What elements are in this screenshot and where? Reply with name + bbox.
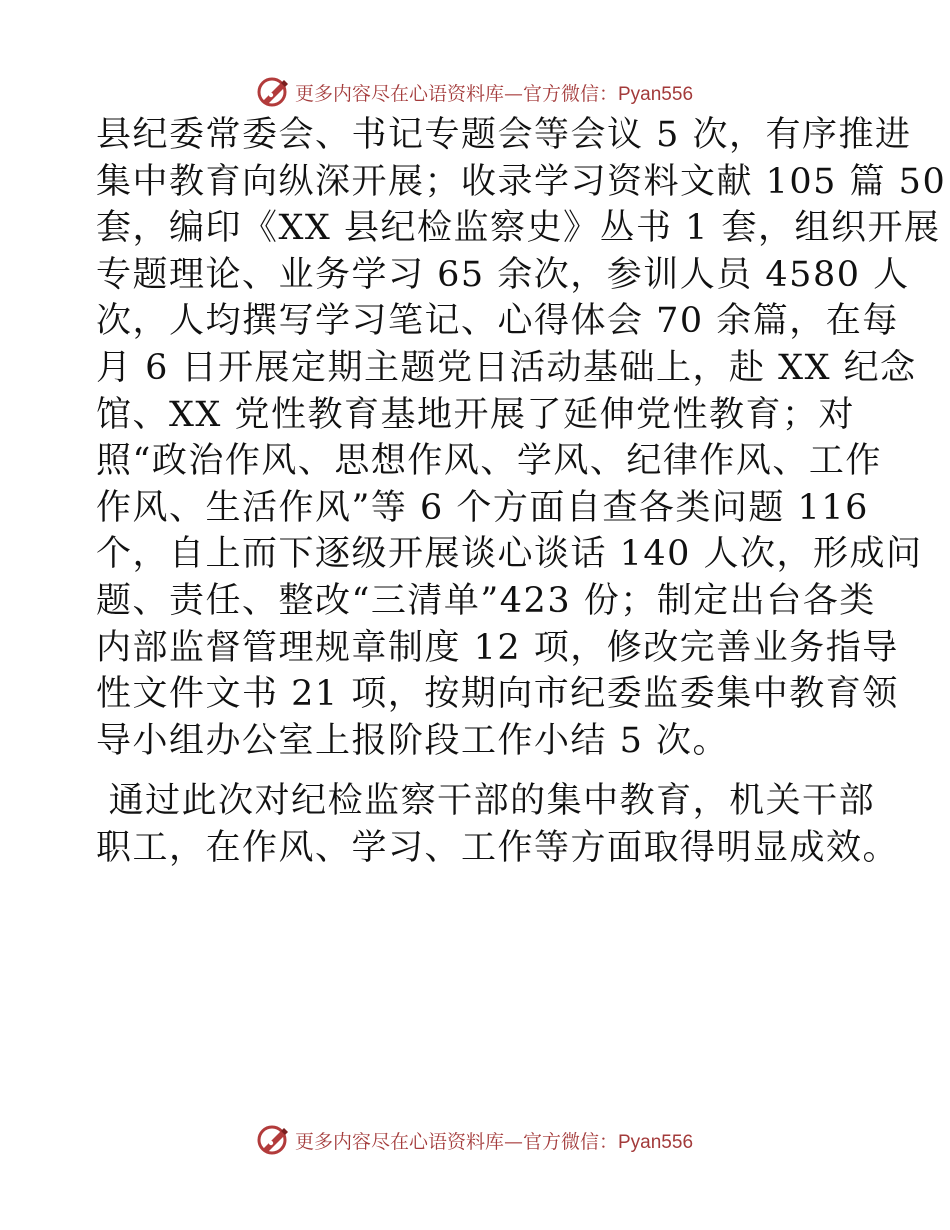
paragraph-line: 作风、生活作风”等 6 个方面自查各类问题 116	[96, 487, 869, 528]
paragraph-2	[96, 778, 900, 871]
footer-banner-text	[295, 1127, 693, 1154]
paragraph-1	[96, 112, 947, 764]
header-banner-separator: —	[503, 82, 523, 105]
footer-banner-main: 更多内容尽在心语资料库	[294, 1130, 504, 1153]
paragraph-line: 县纪委常委会、书记专题会等会议 5 次，有序推进	[96, 115, 912, 155]
paragraph-line: 通过此次对纪检监察干部的集中教育，机关干部	[96, 781, 876, 822]
paragraph-line: 月 6 日开展定期主题党日活动基础上，赴 XX 纪念	[96, 347, 917, 388]
document-body	[96, 112, 947, 872]
footer-banner-separator: —	[503, 1130, 523, 1153]
header-banner-main: 更多内容尽在心语资料库	[294, 82, 504, 105]
paragraph-line: 次，人均撰写学习笔记、心得体会 70 余篇，在每	[96, 301, 899, 342]
header-banner	[0, 72, 950, 112]
paragraph-line: 个，自上而下逐级开展谈心谈话 140 人次，形成问	[96, 534, 923, 575]
header-wechat-label: 官方微信：	[522, 82, 618, 105]
header-banner-text	[295, 79, 693, 106]
pen-logo-icon	[257, 1123, 291, 1157]
paragraph-line: 照“政治作风、思想作风、学风、纪律作风、工作	[96, 441, 882, 482]
pen-logo-icon	[257, 75, 291, 109]
header-wechat-id: Pyan556	[618, 83, 694, 105]
paragraph-line: 套，编印《XX 县纪检监察史》丛书 1 套，组织开展	[96, 208, 941, 249]
footer-wechat-label: 官方微信：	[522, 1130, 618, 1153]
paragraph-line: 集中教育向纵深开展；收录学习资料文献 105 篇 50	[96, 161, 947, 202]
paragraph-line: 职工，在作风、学习、工作等方面取得明显成效。	[96, 827, 900, 868]
paragraph-line: 导小组办公室上报阶段工作小结 5 次。	[96, 720, 730, 761]
paragraph-line: 内部监督管理规章制度 12 项，修改完善业务指导	[96, 627, 899, 668]
paragraph-line: 专题理论、业务学习 65 余次，参训人员 4580 人	[96, 254, 910, 295]
paragraph-line: 题、责任、整改“三清单”423 份；制定出台各类	[96, 580, 876, 621]
footer-banner	[0, 1120, 950, 1160]
paragraph-line: 馆、XX 党性教育基地开展了延伸党性教育；对	[96, 394, 855, 435]
footer-wechat-id: Pyan556	[618, 1131, 694, 1153]
paragraph-line: 性文件文书 21 项，按期向市纪委监委集中教育领	[96, 674, 899, 715]
